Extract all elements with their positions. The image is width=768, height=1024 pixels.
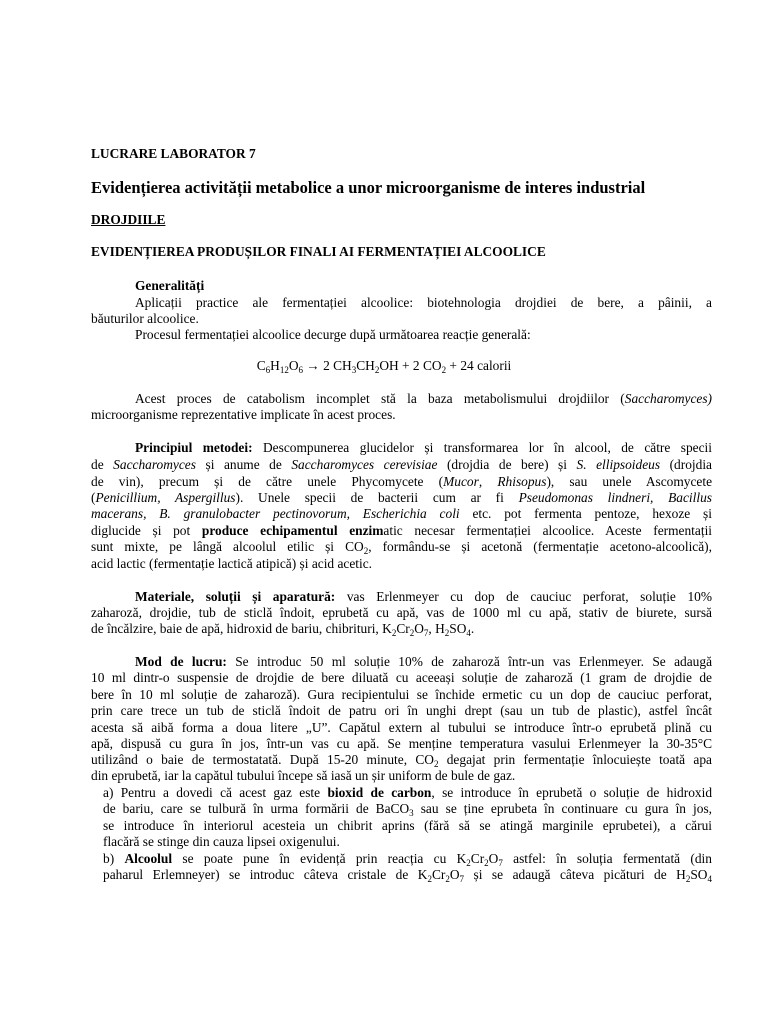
- paragraph-line: macerans, B. granulobacter pectinovorum, Escherichia coli etc. pot fermenta pentoze, hexoze și: [91, 506, 712, 521]
- paragraph-line: bere în 10 ml soluție de zaharoză). Gura recipientului se închide ermetic cu un dop de cauciuc perforat,: [91, 687, 712, 702]
- paragraph-line: Principiul metodei: Descompunerea glucidelor și transformarea lor în alcool, de către specii: [135, 440, 712, 455]
- paragraph-line: Acest proces de catabolism incomplet stă la baza metabolismului drojdiilor (Saccharomyces): [135, 391, 712, 406]
- generalitati-heading: Generalități: [135, 278, 205, 293]
- paragraph-line: acid lactic (fermentație lactică atipică) și acid acetic.: [91, 556, 373, 571]
- paragraph-line: (Penicillium, Aspergillus). Unele specii de bacterii cum ar fi Pseudomonas lindneri, Bacillus: [91, 490, 712, 505]
- paragraph-line: băuturilor alcoolice.: [91, 311, 199, 326]
- list-item-a: a) Pentru a dovedi că acest gaz este bioxid de carbon, se introduce în eprubetă o soluție de hidroxid: [103, 785, 713, 800]
- paragraph-line: Materiale, soluții și aparatură: vas Erlenmeyer cu dop de cauciuc perforat, soluție 10%: [135, 589, 713, 604]
- subtitle: EVIDENȚIEREA PRODUȘILOR FINALI AI FERMENTAȚIEI ALCOOLICE: [91, 244, 546, 259]
- reaction-equation: $C_6H_{12}O_6 \to 2$ $CH_3CH_2OH + 2$ $CO_2 + 24$ calorii: [256, 358, 512, 375]
- paragraph-line: de Saccharomyces și anume de Saccharomyces cerevisiae (drojdia de bere) și S. ellipsoideus (drojdia: [91, 457, 712, 472]
- paragraph-line: flacără se stinge din cauza lipsei oxigenului.: [103, 834, 340, 849]
- list-item-b: b) Alcoolul se poate pune în evidență prin reacția cu $K_2Cr_2O_7$ astfel: în soluția fermentată (din: [103, 851, 712, 868]
- principiu-heading: Principiul metodei:: [135, 440, 253, 455]
- paragraph-line: apă, dispusă cu gura în jos, într-un vas cu apă. Se menține temperatura vasului Erlenmeyer la 30-35°C: [91, 736, 712, 751]
- paragraph-line: Aplicații practice ale fermentației alcoolice: biotehnologia drojdiei de bere, a pâinii, a: [135, 295, 712, 310]
- paragraph-line: acesta să aibă forma a doua litere „U”. Capătul extern al tubului se introduce într-o eprubetă plină cu: [91, 720, 712, 735]
- paragraph-line: sunt mixte, pe lângă alcoolul etilic și $CO_2$, formându-se și acetonă (fermentație acetono-alcoolică),: [91, 539, 712, 556]
- paragraph-line: Mod de lucru: Se introduc 50 ml soluție 10% de zaharoză într-un vas Erlenmeyer. Se adaugă: [135, 654, 713, 669]
- paragraph-line: de încălzire, baie de apă, hidroxid de bariu, chibrituri, $K_2Cr_2O_7$, $H_2SO_4$.: [91, 621, 475, 638]
- paragraph-line: utilizând o baie de termostatată. După 15-20 minute, $CO_2$ degajat prin fermentație înlocuiește toată apa: [91, 752, 712, 769]
- paragraph-line: din eprubetă, iar la capătul tubului începe să iasă un șir uniform de bule de gaz.: [91, 768, 516, 783]
- lab-title: LUCRARE LABORATOR 7: [91, 146, 256, 161]
- paragraph-line: de vin), precum și de către unele Phycomycete (Mucor, Rhisopus), sau unele Ascomycete: [91, 474, 713, 489]
- paragraph-line: microorganisme reprezentative implicate în acest proces.: [91, 407, 396, 422]
- paragraph-line: paharul Erlemneyer) se introduc câteva cristale de $K_2Cr_2O_7$ și se adaugă câteva picături de $H_2SO_4$: [103, 867, 712, 884]
- materiale-heading: Materiale, soluții și aparatură:: [135, 589, 336, 604]
- section-heading: DROJDIILE: [91, 212, 166, 227]
- paragraph-line: se introduce în interiorul acesteia un chibrit aprins (fără să se atingă marginile eprubetei), a cărui: [103, 818, 712, 833]
- paragraph-line: prin care trece un tub de sticlă îndoit de patru ori în unghi drept (sau un tub de plastic), astfel încât: [91, 703, 712, 718]
- paragraph-line: de bariu, care se tulbură în urma formării de BaCO$_3$ sau se ține eprubeta în continuare cu gura în jos,: [103, 801, 713, 818]
- paragraph-line: zaharoză, drojdie, tub de sticlă îndoit, eprubetă cu apă, vas de 1000 ml cu apă, stativ de biurete, sursă: [91, 605, 712, 620]
- main-title: Evidențierea activității metabolice a unor microorganisme de interes industrial: [91, 178, 646, 197]
- mod-lucru-heading: Mod de lucru:: [135, 654, 227, 669]
- paragraph-line: Procesul fermentației alcoolice decurge după următoarea reacție generală:: [135, 327, 531, 342]
- paragraph-line: diglucide și pot produce echipamentul enzimatic necesar fermentației alcoolice. Aceste fermentații: [91, 523, 713, 538]
- paragraph-line: 10 ml dintr-o suspensie de drojdie de bere diluată cu aceeași soluție de zaharoză (1 gram de drojdie de: [91, 670, 712, 685]
